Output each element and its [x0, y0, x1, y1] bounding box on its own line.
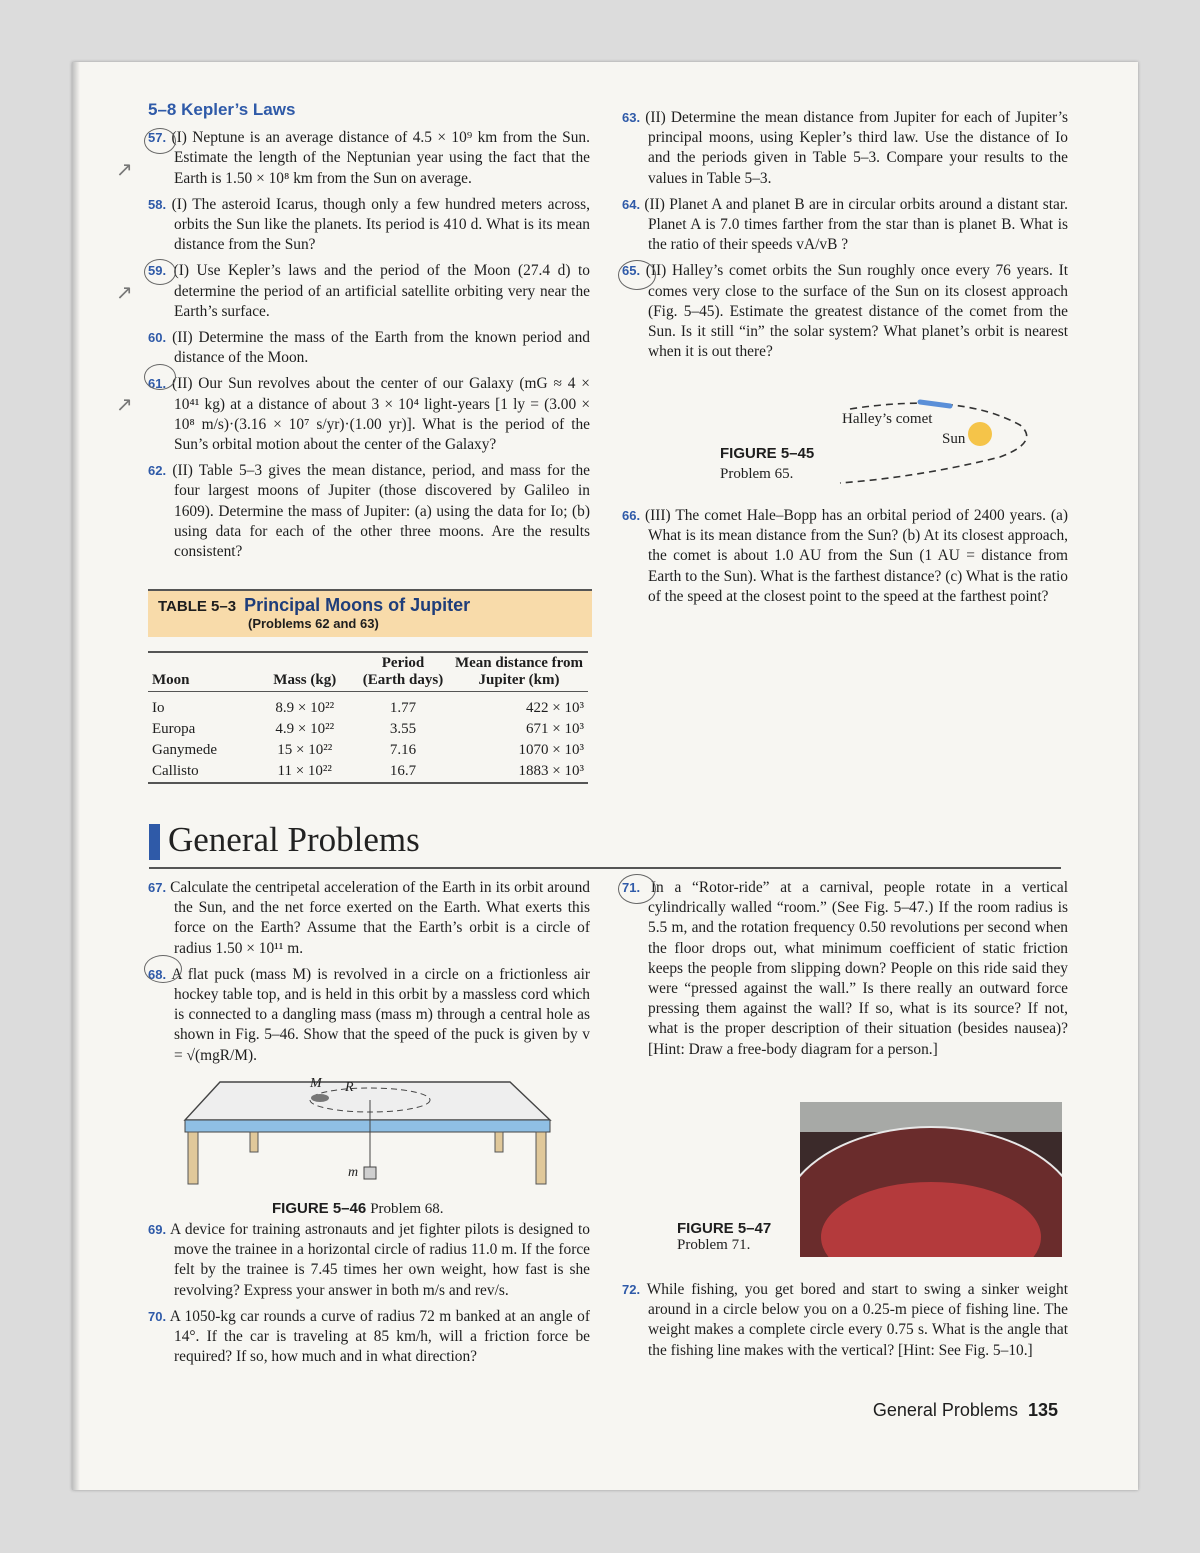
- table-bottom-rule: [148, 782, 588, 784]
- problem-number: 63.: [622, 110, 641, 125]
- problem-text: A 1050-kg car rounds a curve of radius 72 m banked at an angle of 14°. If the car is traveling at 85 km/h, will a friction force be required? If so, how much and in what direction?: [169, 1307, 590, 1366]
- radius-R-label: R: [345, 1080, 354, 1095]
- problem-text: While fishing, you get bored and start to swing a sinker weight around in a circle below you on a 0.25-m piece of fishing line. The weight makes a complete circle every 0.75 s. What is the angle that the fishing line makes with the vertical? [Hint: See Fig. 5–10.]: [646, 1281, 1068, 1359]
- hanging-mass: [364, 1167, 376, 1179]
- table-label: TABLE 5–3: [158, 598, 237, 615]
- problem-number: 57.: [148, 130, 167, 146]
- table-title: Principal Moons of Jupiter: [244, 595, 471, 615]
- problem-number: 58.: [148, 196, 167, 212]
- pencil-circle-71: [618, 874, 656, 904]
- figure-5-47-caption: [677, 1220, 771, 1254]
- table-cell: 1070 × 10³: [518, 742, 584, 758]
- puck: [311, 1094, 329, 1102]
- gp-left-column: [148, 878, 590, 1072]
- problem-list: [622, 108, 1068, 362]
- comet-label: Halley’s comet: [842, 411, 933, 427]
- moons-table: [148, 651, 588, 782]
- gp-left-column-lower: [148, 1220, 590, 1373]
- problem-60: [148, 328, 590, 368]
- sun-mark: [968, 422, 992, 446]
- problem-72: [622, 1280, 1068, 1361]
- problem-69: [148, 1220, 590, 1301]
- problem-58: [148, 195, 590, 256]
- pencil-circle-57: [144, 128, 176, 154]
- col-header-period: Period (Earth days): [362, 655, 444, 688]
- figure-5-46: [180, 1072, 580, 1222]
- pencil-circle-68: [144, 955, 182, 983]
- problem-text: (II) Table 5–3 gives the mean distance, period, and mass for the four largest moons of Jupiter (those discovered by Galileo in 1609). Determine the mass of Jupiter: (a) using the data for Io; (b) using data for each of the other three moons. Are the results consistent?: [172, 462, 590, 561]
- problem-71: [622, 878, 1068, 1060]
- rotor-ride-photo: [800, 1102, 1062, 1257]
- problem-text: (I) Neptune is an average distance of 4.5 × 10⁹ km from the Sun. Estimate the length of the Neptunian year using the fact that the Earth is 1.50 × 10⁸ km from the Sun on average.: [171, 129, 590, 187]
- table-cell: 422 × 10³: [526, 700, 584, 716]
- table-cell: 15 × 10²²: [277, 742, 333, 758]
- section-heading: [148, 100, 590, 120]
- problem-68: [148, 965, 590, 1066]
- table-cell: Callisto: [152, 763, 199, 779]
- table-leg: [188, 1132, 198, 1184]
- left-column-top: [148, 100, 590, 568]
- problem-59: [148, 261, 590, 322]
- problem-number: 69.: [148, 1222, 167, 1237]
- problem-number: 61.: [148, 376, 167, 392]
- pencil-arrow-icon: ↗: [116, 280, 133, 304]
- footer-title: General Problems: [872, 1400, 1018, 1420]
- problem-text: (II) Determine the mass of the Earth from the known period and distance of the Moon.: [172, 329, 590, 367]
- problem-number: 67.: [148, 880, 167, 895]
- problem-text: In a “Rotor-ride” at a carnival, people rotate in a vertical cylindrically walled “room.” (See Fig. 5–47.) If the room radius is 5.5 m, and the rotation frequency 0.50 revolutions per second when the floor drops out, what minimum coefficient of static friction keeps the people from slipping down? People on this ride said they were “pressed against the wall.” Is there really an outward force pressing them against the wall? If so, what is its source? If not, what is the proper description of their situation (besides nausea)? [Hint: Draw a free-body diagram for a person.]: [648, 879, 1068, 1058]
- problem-65: [622, 261, 1068, 362]
- problem-66: [622, 506, 1068, 607]
- problem-66-block: [622, 506, 1068, 613]
- table-row: [148, 761, 588, 782]
- problem-text: A flat puck (mass M) is revolved in a circle on a frictionless air hockey table top, and is held in this orbit by a massless cord which is connected to a dangling mass (mass m) through a central hole as shown in Fig. 5–46. Show that the speed of the puck is given by v = √(mgR/M).: [171, 965, 591, 1064]
- figure-caption-line: [272, 1200, 444, 1218]
- textbook-page: [72, 62, 1138, 1490]
- table-top: [185, 1082, 550, 1120]
- table-header-row: [148, 652, 588, 692]
- problem-70: [148, 1307, 590, 1368]
- problem-61: [148, 374, 590, 455]
- air-hockey-table-diagram: [180, 1072, 580, 1192]
- problem-number: 60.: [148, 330, 167, 346]
- problem-number: 65.: [622, 263, 641, 279]
- figure-caption: Problem 68.: [370, 1201, 444, 1217]
- comet-tail: [920, 402, 950, 406]
- table-cell: 671 × 10³: [526, 721, 584, 737]
- figure-label: FIGURE 5–45: [720, 445, 815, 462]
- table-cell: 7.16: [389, 742, 417, 758]
- section-title: Kepler’s Laws: [181, 100, 296, 119]
- problem-62: [148, 461, 590, 562]
- problem-67: [148, 878, 590, 959]
- section-number: 5–8: [148, 100, 177, 119]
- table-cell: 16.7: [389, 763, 417, 779]
- problem-text: (II) Determine the mean distance from Jupiter for each of Jupiter’s principal moons, using Kepler’s third law. Use the distance of Io and the periods given in Table 5–3. Compare your results to the values in Table 5–3.: [645, 109, 1068, 187]
- section-rule: [149, 867, 1061, 869]
- figure-5-45: [720, 397, 1090, 487]
- table-subtitle: (Problems 62 and 63): [248, 616, 379, 631]
- table-cell: Io: [152, 700, 165, 716]
- table-cell: 4.9 × 10²²: [275, 721, 335, 737]
- table-header-band: [148, 589, 592, 637]
- problem-number: 59.: [148, 263, 167, 279]
- pencil-circle-59: [144, 259, 176, 285]
- right-column-top: [622, 108, 1068, 368]
- mass-M-label: M: [310, 1076, 322, 1091]
- problem-64: [622, 195, 1068, 256]
- problem-63: [622, 108, 1068, 189]
- table-row: [148, 692, 588, 720]
- problem-72-block: [622, 1280, 1068, 1367]
- table-cell: 11 × 10²²: [277, 763, 332, 779]
- figure-label: FIGURE 5–46: [272, 1200, 367, 1217]
- problem-text: (II) Planet A and planet B are in circular orbits around a distant star. Planet A is 7.0 times farther from the star than is planet B. What is the ratio of their speeds vA/vB ?: [644, 195, 1068, 254]
- problem-number: 66.: [622, 508, 641, 523]
- problem-list: [148, 878, 590, 1066]
- figure-caption: Problem 71.: [677, 1237, 751, 1253]
- table-row: [148, 719, 588, 740]
- table-leg: [495, 1132, 503, 1152]
- table-cell: 1883 × 10³: [518, 763, 584, 779]
- problem-57: [148, 128, 590, 189]
- page-spine-shadow: [72, 62, 80, 1490]
- problem-number: 71.: [622, 880, 641, 895]
- problem-number: 64.: [622, 196, 641, 212]
- problem-number: 62.: [148, 463, 167, 479]
- sun-label: Sun: [942, 431, 966, 447]
- table-body: [148, 692, 588, 783]
- table-leg: [536, 1132, 546, 1184]
- problem-text: A device for training astronauts and jet fighter pilots is designed to move the trainee in a horizontal circle of radius 11.0 m. If the force felt by the trainee is 7.45 times her own weight, how fast is she revolving? Express your answer in both m/s and rev/s.: [169, 1221, 590, 1299]
- col-header-moon: Moon: [152, 672, 190, 688]
- table-edge: [185, 1120, 550, 1132]
- problem-list: [148, 128, 590, 562]
- section-bar: [149, 824, 160, 860]
- table-cell: 1.77: [389, 700, 417, 716]
- problem-text: (II) Our Sun revolves about the center of our Galaxy (mG ≈ 4 × 10⁴¹ kg) at a distance of about 3 × 10⁴ light-years [1 ly = (3.00 × 10⁸ m/s)·(3.16 × 10⁷ s/yr)·(1.00 yr)]. What is the period of the Sun’s orbital motion about the center of the Galaxy?: [171, 375, 590, 454]
- problem-number: 68.: [148, 966, 167, 982]
- figure-caption: Problem 65.: [720, 466, 794, 482]
- pencil-circle-65: [618, 260, 656, 290]
- col-header-mass: Mass (kg): [273, 672, 337, 688]
- problem-list: [148, 1220, 590, 1367]
- table-cell: Ganymede: [152, 742, 217, 758]
- table-cell: Europa: [152, 721, 196, 737]
- problem-text: (I) Use Kepler’s laws and the period of the Moon (27.4 d) to determine the period of an artificial satellite orbiting very near the Earth’s surface.: [173, 262, 590, 320]
- table-leg: [250, 1132, 258, 1152]
- problem-71-block: [622, 878, 1068, 1066]
- pencil-arrow-icon: ↗: [116, 157, 133, 181]
- problem-number: 70.: [148, 1308, 167, 1324]
- figure-label: FIGURE 5–47: [677, 1220, 772, 1237]
- problem-text: (I) The asteroid Icarus, though only a few hundred meters across, orbits the Sun like the planets. Its period is 410 d. What is its mean distance from the Sun?: [171, 195, 590, 254]
- table-5-3: [148, 589, 592, 784]
- problem-number: 72.: [622, 1282, 641, 1297]
- page-number: 135: [1027, 1400, 1058, 1420]
- problem-text: (II) Halley’s comet orbits the Sun roughly once every 76 years. It comes very close to the surface of the Sun on its closest approach (Fig. 5–45). Estimate the greatest distance of the comet from the Sun. Is it still “in” the solar system? What planet’s orbit is nearest when it is out there?: [645, 262, 1068, 361]
- mass-m-label: m: [348, 1165, 359, 1180]
- pencil-circle-61: [144, 364, 176, 390]
- table-cell: 8.9 × 10²²: [275, 700, 335, 716]
- table-cell: 3.55: [389, 721, 417, 737]
- problem-text: Calculate the centripetal acceleration of the Earth in its orbit around the Sun, and the net force exerted on the Earth. What exerts this force on the Earth? Assume that the Earth’s orbit is a circle of radius 1.50 × 10¹¹ m.: [170, 879, 590, 957]
- page-footer: [873, 1400, 1058, 1421]
- rotor-ride-illustration: [800, 1102, 1062, 1257]
- pencil-arrow-icon: ↗: [116, 392, 133, 416]
- general-problems-heading: General Problems: [168, 820, 420, 859]
- table-row: [148, 740, 588, 761]
- problem-text: (III) The comet Hale–Bopp has an orbital period of 2400 years. (a) What is its mean distance from the Sun? (b) At its closest approach, the comet is about 1.0 AU from the Sun (1 AU = distance from Earth to the Sun). What is the farthest distance? (c) What is the ratio of the speed at the closest point to the speed at the farthest point?: [645, 507, 1068, 605]
- col-header-distance: Mean distance from Jupiter (km): [454, 655, 584, 688]
